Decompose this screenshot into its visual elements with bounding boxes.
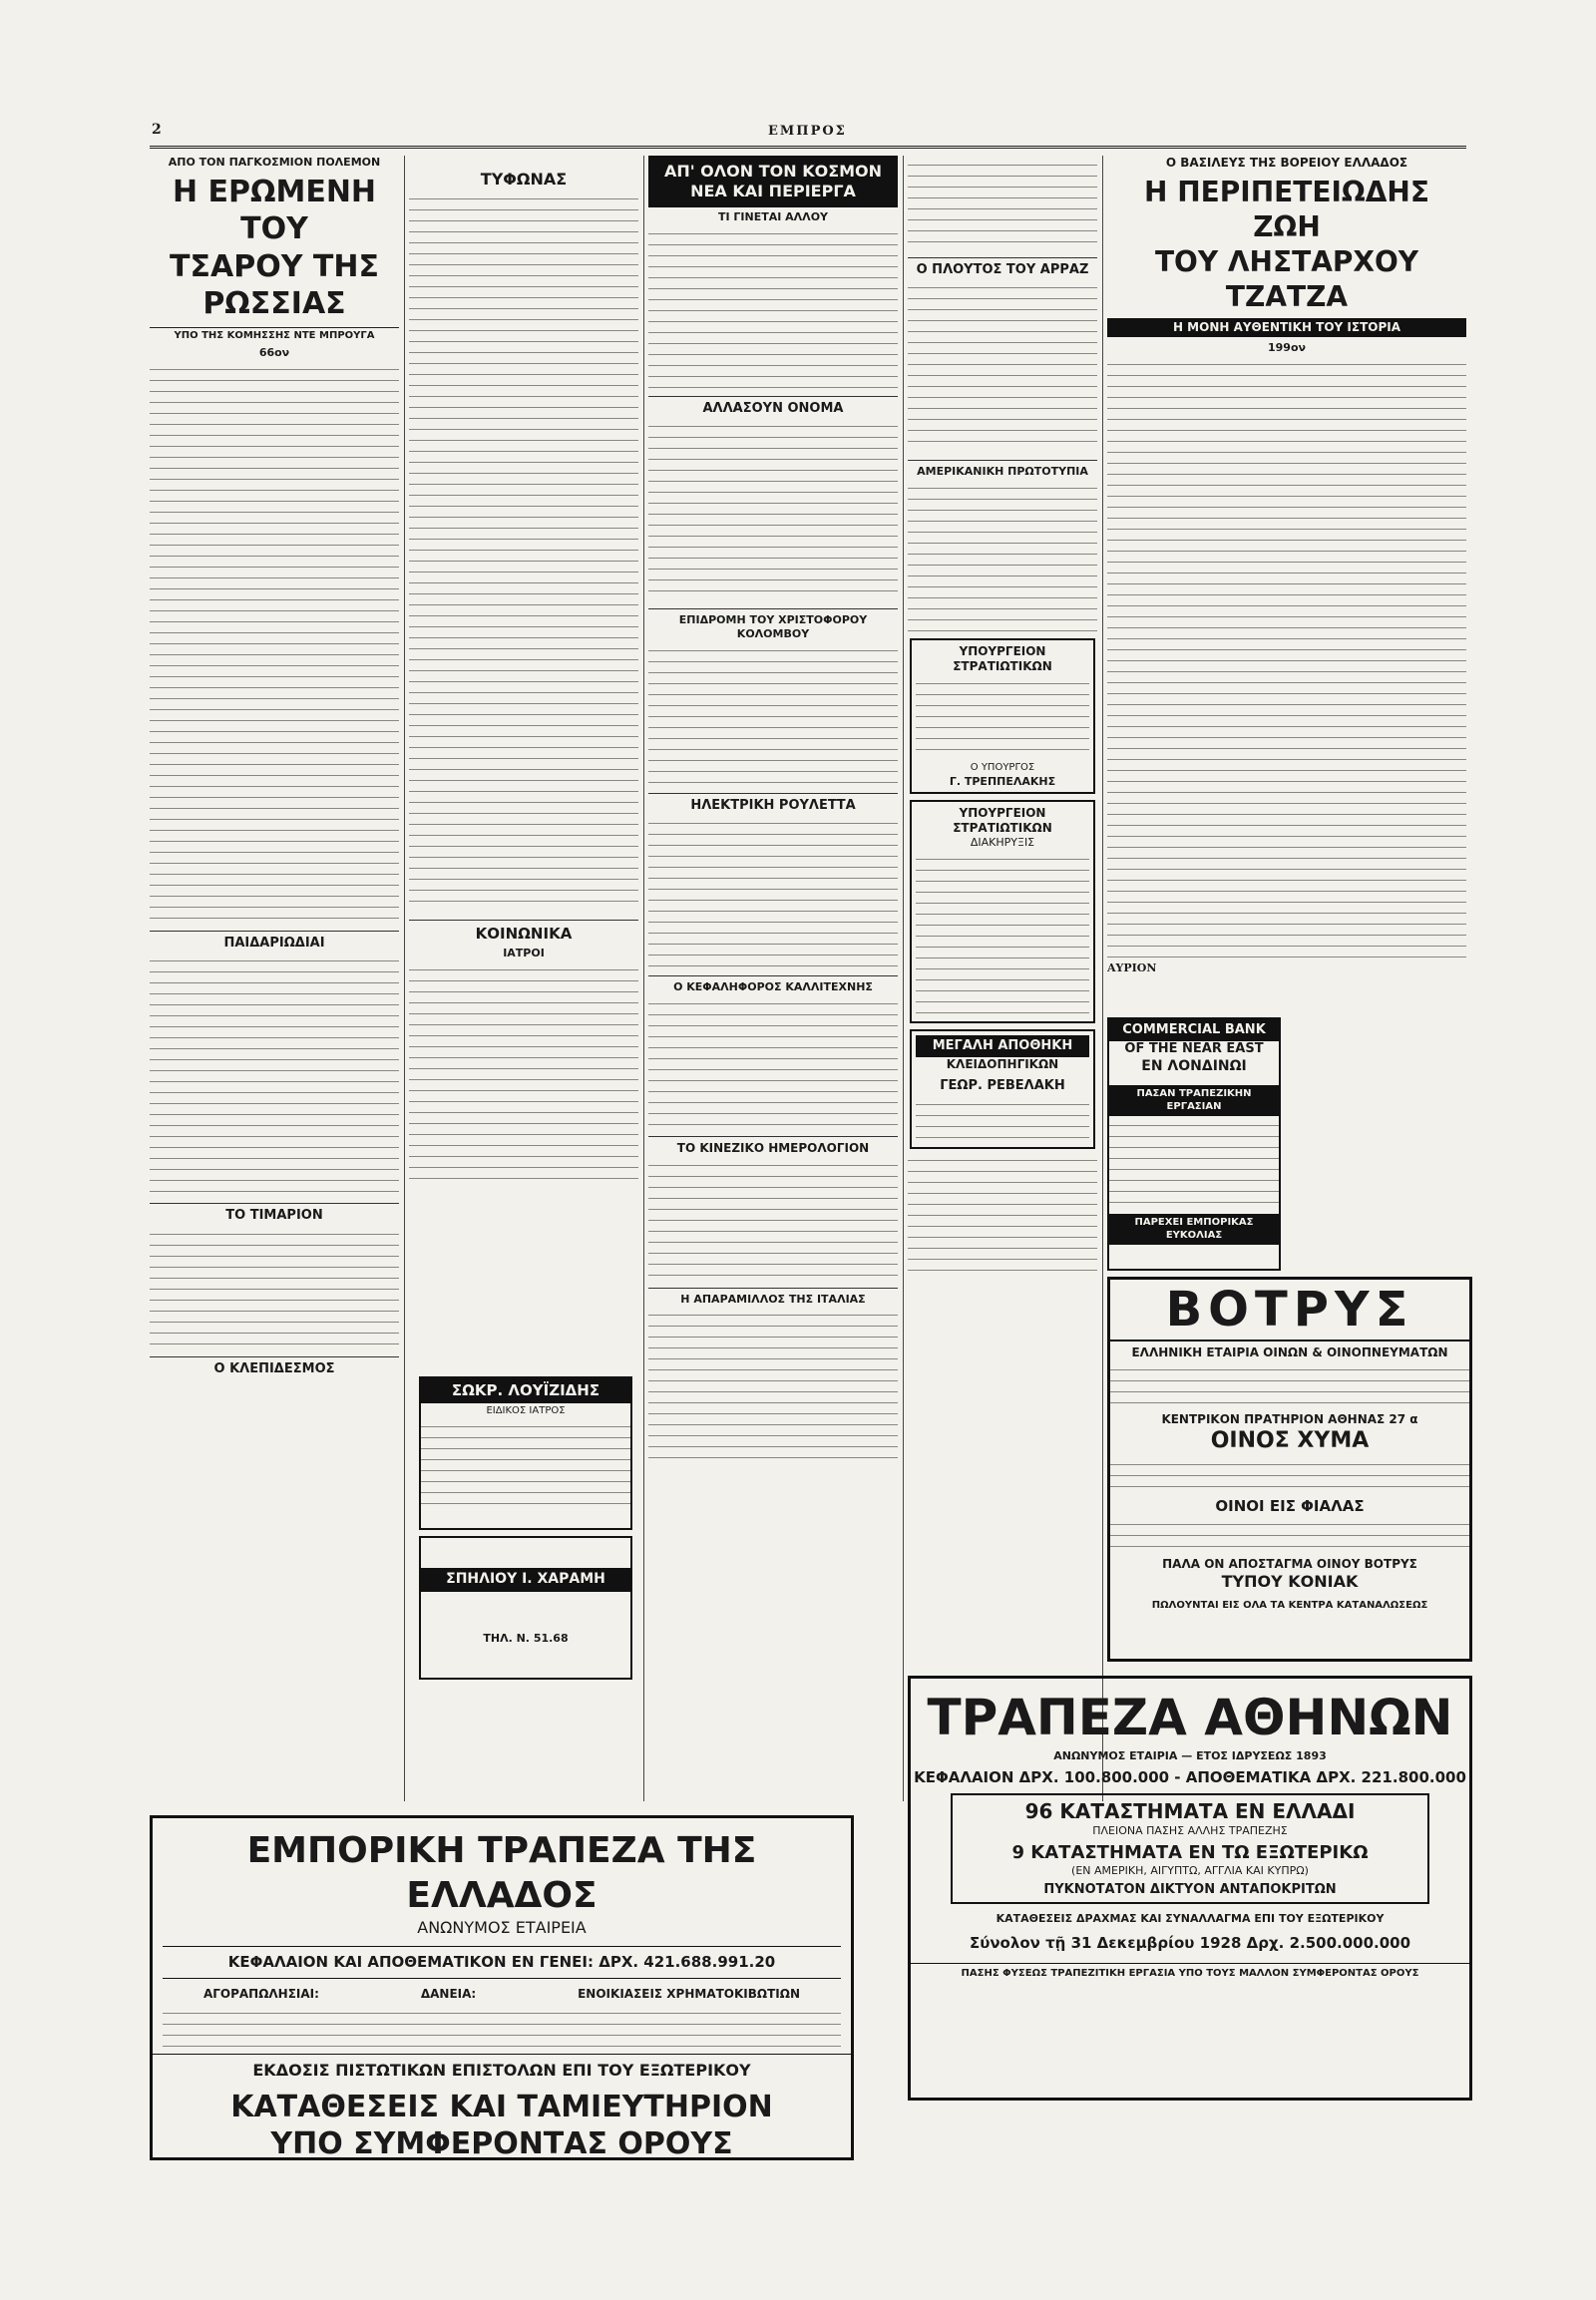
ad-emporiki-services bbox=[153, 1987, 851, 2002]
article-text-block bbox=[648, 645, 898, 785]
ad-text-block bbox=[163, 2008, 841, 2048]
column-4 bbox=[908, 156, 1097, 1801]
ad-text-block bbox=[1110, 1459, 1469, 1493]
ad-text-block bbox=[421, 1421, 630, 1511]
ad-bank-name-2: OF THE NEAR EAST bbox=[1124, 1041, 1264, 1057]
notice-text-block bbox=[916, 678, 1089, 758]
newspaper-title: ΕΜΠΡΟΣ bbox=[768, 124, 847, 139]
section-heading: ΠΑΙΔΑΡΙΩΔΙΑΙ bbox=[150, 931, 399, 952]
section-subheading: ΙΑΤΡΟΙ bbox=[503, 946, 545, 959]
world-news-title-line2: ΝΕΑ ΚΑΙ ΠΕΡΙΕΡΓΑ bbox=[690, 182, 856, 200]
tomorrow-note: ΑΥΡΙΟΝ bbox=[1107, 960, 1157, 974]
world-news-banner bbox=[648, 156, 898, 207]
ad-emporiki-terms: ΥΠΟ ΣΥΜΦΕΡΟΝΤΑΣ ΟΡΟΥΣ bbox=[270, 2126, 733, 2162]
ad-emporiki-subtitle: ΑΝΩΝΥΜΟΣ ΕΤΑΙΡΕΙΑ bbox=[417, 1918, 587, 1937]
ad-emporiki-deposits: ΚΑΤΑΘΕΣΕΙΣ ΚΑΙ ΤΑΜΙΕΥΤΗΡΙΟΝ bbox=[230, 2089, 773, 2124]
notice-signature-name: Γ. ΤΡΕΠΠΕΛΑΚΗΣ bbox=[949, 774, 1056, 788]
column-divider bbox=[903, 156, 904, 1801]
newspaper-page bbox=[150, 120, 1466, 2164]
advertisement-bank-of-athens bbox=[908, 1676, 1472, 2101]
ad-eye-telephone: ΤΗΛ. Ν. 51.68 bbox=[483, 1631, 569, 1645]
ad-doctor-specialty: ΕΙΔΙΚΟΣ ΙΑΤΡΟΣ bbox=[486, 1404, 566, 1416]
ad-athinon-network: ΠΥΚΝΟΤΑΤΟΝ ΔΙΚΤΥΟΝ ΑΝΤΑΠΟΚΡΙΤΩΝ bbox=[1043, 1882, 1337, 1897]
serial-kicker: ΑΠΟ ΤΟΝ ΠΑΓΚΟΣΜΙΟΝ ΠΟΛΕΜΟΝ bbox=[168, 156, 381, 169]
ad-botrys-brandy: ΠΑΛΑ ΟΝ ΑΠΟΣΤΑΓΜΑ ΟΙΝΟΥ ΒΟΤΡΥΣ bbox=[1162, 1557, 1417, 1572]
column-divider bbox=[643, 156, 644, 1801]
ad-locksmith-subheading: ΚΛΕΙΔΟΠΗΓΙΚΩΝ bbox=[946, 1057, 1059, 1072]
advertisement-locksmith bbox=[910, 1029, 1095, 1149]
notice-heading: ΥΠΟΥΡΓΕΙΟΝ ΣΤΡΑΤΙΩΤΙΚΩΝ bbox=[953, 806, 1052, 836]
ad-botrys-subtitle: ΕΛΛΗΝΙΚΗ ΕΤΑΙΡΙΑ ΟΙΝΩΝ & ΟΙΝΟΠΝΕΥΜΑΤΩΝ bbox=[1131, 1345, 1448, 1359]
ad-botrys-title: ΒΟΤΡΥΣ bbox=[1110, 1280, 1469, 1342]
ad-doctor-name: ΣΩΚΡ. ΛΟΥΪΖΙΔΗΣ bbox=[421, 1378, 630, 1403]
ad-botrys-footer: ΠΩΛΟΥΝΤΑΙ ΕΙΣ ΟΛΑ ΤΑ ΚΕΝΤΡΑ ΚΑΤΑΝΑΛΩΣΕΩΣ bbox=[1151, 1600, 1428, 1612]
article-text-block bbox=[409, 964, 638, 1184]
section-heading: ΤΟ ΤΙΜΑΡΙΟΝ bbox=[150, 1203, 399, 1224]
page-number: 2 bbox=[152, 122, 162, 138]
notice-box bbox=[910, 638, 1095, 794]
ad-bank-facilities: ΠΑΡΕΧΕΙ ΕΜΠΟΡΙΚΑΣ ΕΥΚΟΛΙΑΣ bbox=[1109, 1214, 1279, 1245]
advertisement-commercial-bank bbox=[1107, 1017, 1281, 1271]
section-heading: ΤΟ ΚΙΝΕΖΙΚΟ ΗΜΕΡΟΛΟΓΙΟΝ bbox=[648, 1136, 898, 1156]
ad-athinon-deposits: ΚΑΤΑΘΕΣΕΙΣ ΔΡΑΧΜΑΣ ΚΑΙ ΣΥΝΑΛΛΑΓΜΑ ΕΠΙ ΤΟΥ ΕΞΩΤΕΡΙΚΟΥ bbox=[996, 1912, 1385, 1926]
ad-emporiki-capital: ΚΕΦΑΛΑΙΟΝ ΚΑΙ ΑΠΟΘΕΜΑΤΙΚΟΝ ΕΝ ΓΕΝΕΙ: ΔΡΧ. 421.688.991.20 bbox=[163, 1946, 841, 1979]
ad-bank-services: ΠΑΣΑΝ ΤΡΑΠΕΖΙΚΗΝ ΕΡΓΑΣΙΑΝ bbox=[1109, 1085, 1279, 1116]
ad-bank-name: COMMERCIAL BANK bbox=[1109, 1019, 1279, 1041]
column-3 bbox=[648, 156, 898, 1801]
notice-text-block bbox=[916, 854, 1089, 1013]
episode-number: 199ον bbox=[1267, 341, 1306, 354]
ad-text-block bbox=[916, 1099, 1089, 1139]
article-text-block bbox=[648, 998, 898, 1128]
section-heading: ΕΠΙΔΡΟΜΗ ΤΟΥ ΧΡΙΣΤΟΦΟΡΟΥ ΚΟΛΟΜΒΟΥ bbox=[648, 608, 898, 641]
advertisement-botrys bbox=[1107, 1277, 1472, 1662]
ad-athinon-branches-greece-note: ΠΛΕΙΟΝΑ ΠΑΣΗΣ ΑΛΛΗΣ ΤΡΑΠΕΖΗΣ bbox=[1092, 1824, 1288, 1837]
ad-botrys-bulk-wine: ΟΙΝΟΣ ΧΥΜΑ bbox=[1210, 1428, 1370, 1453]
article-text-block bbox=[150, 956, 399, 1195]
ad-athinon-branches-box bbox=[951, 1793, 1429, 1904]
ad-eye-name: ΣΠΗΛΙΟΥ Ι. ΧΑΡΑΜΗ bbox=[421, 1568, 630, 1592]
serial-title-line1: Η ΠΕΡΙΠΕΤΕΙΩΔΗΣ ΖΩΗ bbox=[1144, 176, 1429, 243]
article-text-block bbox=[648, 421, 898, 600]
ad-text-block bbox=[1110, 1364, 1469, 1408]
article-text-block bbox=[908, 282, 1097, 452]
ad-emporiki-letters-of-credit: ΕΚΔΟΣΙΣ ΠΙΣΤΩΤΙΚΩΝ ΕΠΙΣΤΟΛΩΝ ΕΠΙ ΤΟΥ ΕΞΩΤΕΡΙΚΟΥ bbox=[153, 2054, 851, 2081]
article-headline: ΤΥΦΩΝΑΣ bbox=[480, 170, 568, 189]
advertisement-doctor bbox=[419, 1376, 632, 1530]
article-text-block bbox=[150, 1229, 399, 1348]
section-heading: ΑΛΛΑΣΟΥΝ ΟΝΟΜΑ bbox=[648, 396, 898, 417]
ad-text-block bbox=[1109, 1120, 1279, 1210]
article-text-block bbox=[648, 818, 898, 967]
ad-emporiki-service: ΑΓΟΡΑΠΩΛΗΣΙΑΙ: bbox=[202, 1986, 319, 2001]
article-text-block bbox=[1107, 359, 1466, 958]
ad-emporiki-title: ΕΜΠΟΡΙΚΗ ΤΡΑΠΕΖΑ ΤΗΣ ΕΛΛΑΔΟΣ bbox=[246, 1830, 757, 1916]
ad-emporiki-service: ΕΝΟΙΚΙΑΣΕΙΣ ΧΡΗΜΑΤΟΚΙΒΩΤΙΩΝ bbox=[578, 1986, 801, 2001]
ad-botrys-cognac: ΤΥΠΟΥ ΚΟΝΙΑΚ bbox=[1221, 1572, 1359, 1592]
ad-emporiki-service: ΔΑΝΕΙΑ: bbox=[420, 1986, 477, 2001]
notice-signature: Ο ΥΠΟΥΡΓΟΣ bbox=[970, 762, 1035, 773]
column-divider bbox=[404, 156, 405, 1801]
ad-athinon-branches-abroad: 9 ΚΑΤΑΣΤΗΜΑΤΑ ΕΝ ΤΩ ΕΞΩΤΕΡΙΚΩ bbox=[1011, 1841, 1369, 1863]
notice-box bbox=[910, 800, 1095, 1023]
column-1 bbox=[150, 156, 399, 1462]
advertisement-emporiki-bank bbox=[150, 1815, 854, 2160]
serial-subtitle: Η ΜΟΝΗ ΑΥΘΕΝΤΙΚΗ ΤΟΥ ΙΣΤΟΡΙΑ bbox=[1107, 318, 1466, 337]
world-news-subtitle: ΤΙ ΓΙΝΕΤΑΙ ΑΛΛΟΥ bbox=[717, 210, 829, 223]
serial-title-line1: Η ΕΡΩΜΕΝΗ ΤΟΥ bbox=[172, 174, 377, 247]
article-text-block bbox=[908, 1155, 1097, 1275]
ad-botrys-store: ΚΕΝΤΡΙΚΟΝ ΠΡΑΤΗΡΙΟΝ ΑΘΗΝΑΣ 27 α bbox=[1161, 1412, 1418, 1426]
masthead bbox=[150, 120, 1466, 149]
section-heading: ΗΛΕΚΤΡΙΚΗ ΡΟΥΛΕΤΤΑ bbox=[648, 793, 898, 814]
notice-heading: ΥΠΟΥΡΓΕΙΟΝ ΣΤΡΑΤΙΩΤΙΚΩΝ bbox=[953, 644, 1052, 673]
ad-bank-location: ΕΝ ΛΟΝΔΙΝΩΙ bbox=[1141, 1057, 1247, 1074]
section-heading: ΚΟΙΝΩΝΙΚΑ bbox=[409, 920, 638, 944]
article-text-block bbox=[908, 160, 1097, 249]
serial-subtitle: ΥΠΟ ΤΗΣ ΚΟΜΗΣΣΗΣ ΝΤΕ ΜΠΡΟΥΓΑ bbox=[150, 327, 399, 343]
ad-athinon-title: ΤΡΑΠΕΖΑ ΑΘΗΝΩΝ bbox=[927, 1689, 1453, 1746]
ad-athinon-capital: ΚΕΦΑΛΑΙΟΝ ΔΡΧ. 100.800.000 - ΑΠΟΘΕΜΑΤΙΚΑ ΔΡΧ. 221.800.000 bbox=[914, 1768, 1466, 1787]
article-text-block bbox=[409, 193, 638, 912]
advertisement-ophthalmologist bbox=[419, 1536, 632, 1680]
section-heading: Η ΑΠΑΡΑΜΙΛΛΟΣ ΤΗΣ ΙΤΑΛΙΑΣ bbox=[648, 1288, 898, 1307]
article-text-block bbox=[150, 364, 399, 923]
ad-athinon-subtitle: ΑΝΩΝΥΜΟΣ ΕΤΑΙΡΙΑ — ΕΤΟΣ ΙΔΡΥΣΕΩΣ 1893 bbox=[1053, 1748, 1327, 1762]
world-news-title-line1: ΑΠ' ΟΛΟΝ ΤΟΝ ΚΟΣΜΟΝ bbox=[663, 162, 883, 181]
article-text-block bbox=[908, 483, 1097, 632]
section-heading: Ο ΠΛΟΥΤΟΣ ΤΟΥ ΑΡΡΑΖ bbox=[908, 257, 1097, 278]
ad-athinon-branches-greece: 96 ΚΑΤΑΣΤΗΜΑΤΑ ΕΝ ΕΛΛΑΔΙ bbox=[1024, 1799, 1356, 1823]
serial-title-line2: ΤΣΑΡΟΥ ΤΗΣ ΡΩΣΣΙΑΣ bbox=[170, 248, 379, 322]
section-heading: ΑΜΕΡΙΚΑΝΙΚΗ ΠΡΩΤΟΤΥΠΙΑ bbox=[908, 460, 1097, 479]
ad-athinon-branches-abroad-note: (ΕΝ ΑΜΕΡΙΚΗ, ΑΙΓΥΠΤΩ, ΑΓΓΛΙΑ ΚΑΙ ΚΥΠΡΩ) bbox=[1071, 1864, 1309, 1878]
section-heading: Ο ΚΕΦΑΛΗΦΟΡΟΣ ΚΑΛΛΙΤΕΧΝΗΣ bbox=[648, 975, 898, 994]
serial-title-line2: ΤΟΥ ΛΗΣΤΑΡΧΟΥ ΤΖΑΤΖΑ bbox=[1154, 245, 1419, 313]
episode-number: 66ον bbox=[258, 346, 290, 360]
ad-locksmith-name: ΓΕΩΡ. ΡΕΒΕΛΑΚΗ bbox=[940, 1078, 1065, 1094]
article-text-block bbox=[648, 1160, 898, 1280]
ad-botrys-bottled-wine: ΟΙΝΟΙ ΕΙΣ ΦΙΑΛΑΣ bbox=[1215, 1496, 1365, 1515]
article-text-block bbox=[648, 228, 898, 388]
notice-subheading: ΔΙΑΚΗΡΥΞΙΣ bbox=[970, 836, 1035, 850]
ad-athinon-total: Σύνολον τῇ 31 Δεκεμβρίου 1928 Δρχ. 2.500.000.000 bbox=[969, 1934, 1411, 1952]
column-divider bbox=[1102, 156, 1103, 1801]
serial-kicker: Ο ΒΑΣΙΛΕΥΣ ΤΗΣ ΒΟΡΕΙΟΥ ΕΛΛΑΔΟΣ bbox=[1165, 156, 1408, 170]
ad-text-block bbox=[1110, 1519, 1469, 1553]
section-heading: Ο ΚΛΕΠΙΔΕΣΜΟΣ bbox=[150, 1356, 399, 1377]
article-text-block bbox=[648, 1310, 898, 1459]
ad-locksmith-heading: ΜΕΓΑΛΗ ΑΠΟΘΗΚΗ bbox=[916, 1035, 1089, 1057]
ad-athinon-footer: ΠΑΣΗΣ ΦΥΣΕΩΣ ΤΡΑΠΕΖΙΤΙΚΗ ΕΡΓΑΣΙΑ ΥΠΟ ΤΟΥΣ ΜΑΛΛΟΝ ΣΥΜΦΕΡΟΝΤΑΣ ΟΡΟΥΣ bbox=[911, 1963, 1469, 1981]
